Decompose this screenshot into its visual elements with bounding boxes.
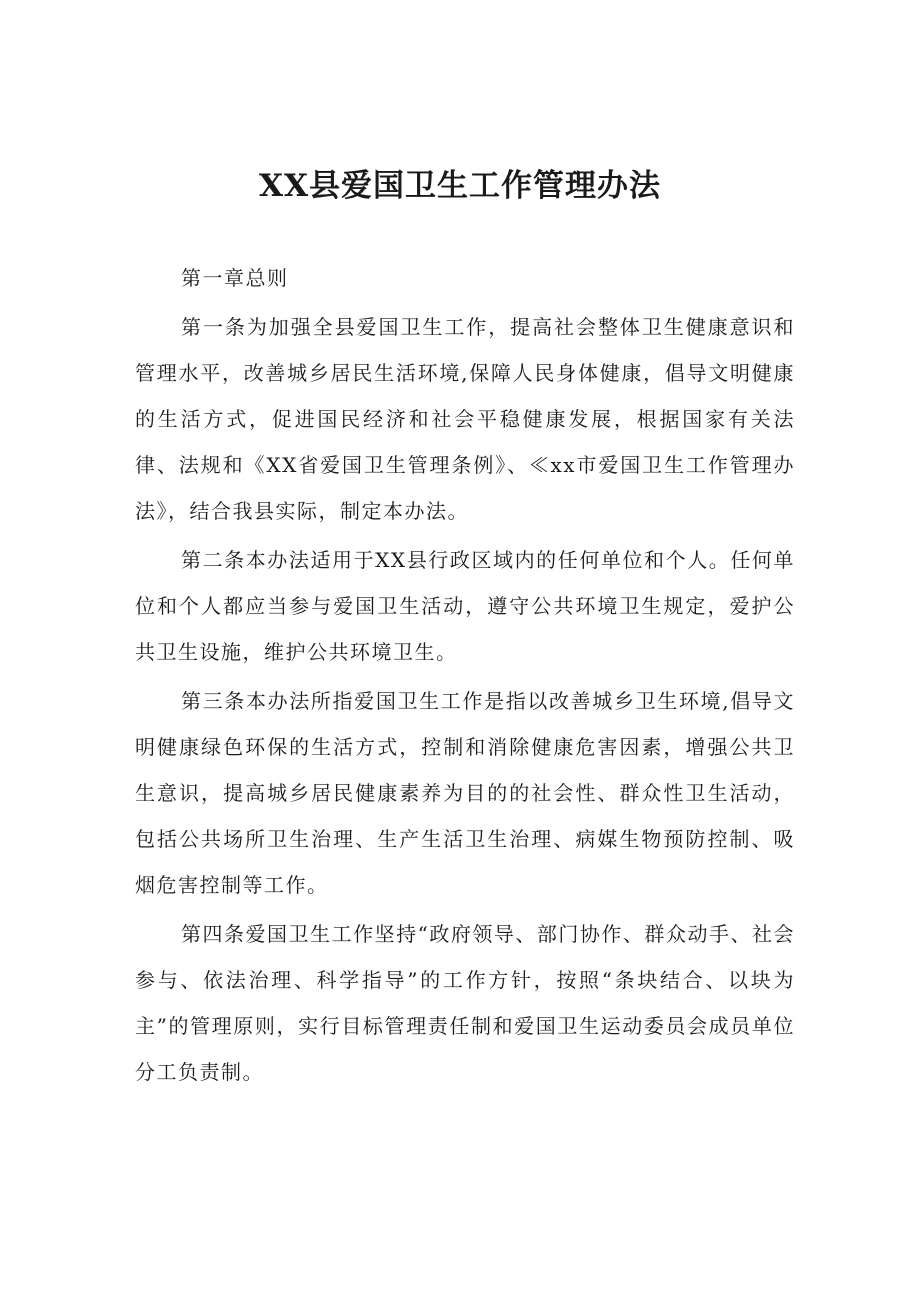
article-2-paragraph: 第二条本办法适用于XX县行政区域内的任何单位和个人。任何单位和个人都应当参与爱国卫生活动，遵守公共环境卫生规定，爱护公共卫生设施，维护公共环境卫生。 xyxy=(135,548,795,664)
document-body xyxy=(135,255,795,1095)
document-title: XX县爱国卫生工作管理办法 xyxy=(258,168,662,204)
article-4-paragraph: 第四条爱国卫生工作坚持“政府领导、部门协作、群众动手、社会参与、依法治理、科学指导”的工作方针，按照“条块结合、以块为主”的管理原则，实行目标管理责任制和爱国卫生运动委员会成员单位分工负责制。 xyxy=(135,922,795,1084)
article-1-paragraph: 第一条为加强全县爱国卫生工作，提高社会整体卫生健康意识和管理水平，改善城乡居民生活环境,保障人民身体健康，倡导文明健康的生活方式，促进国民经济和社会平稳健康发展，根据国家有关法律、法规和《XX省爱国卫生管理条例》、≪xx市爱国卫生工作管理办法》，结合我县实际，制定本办法。 xyxy=(135,315,795,523)
chapter-heading: 第一章总则 xyxy=(181,266,289,290)
article-3-paragraph: 第三条本办法所指爱国卫生工作是指以改善城乡卫生环境,倡导文明健康绿色环保的生活方式，控制和消除健康危害因素，增强公共卫生意识，提高城乡居民健康素养为目的的社会性、群众性卫生活动，包括公共场所卫生治理、生产生活卫生治理、病媒生物预防控制、吸烟危害控制等工作。 xyxy=(135,689,795,897)
